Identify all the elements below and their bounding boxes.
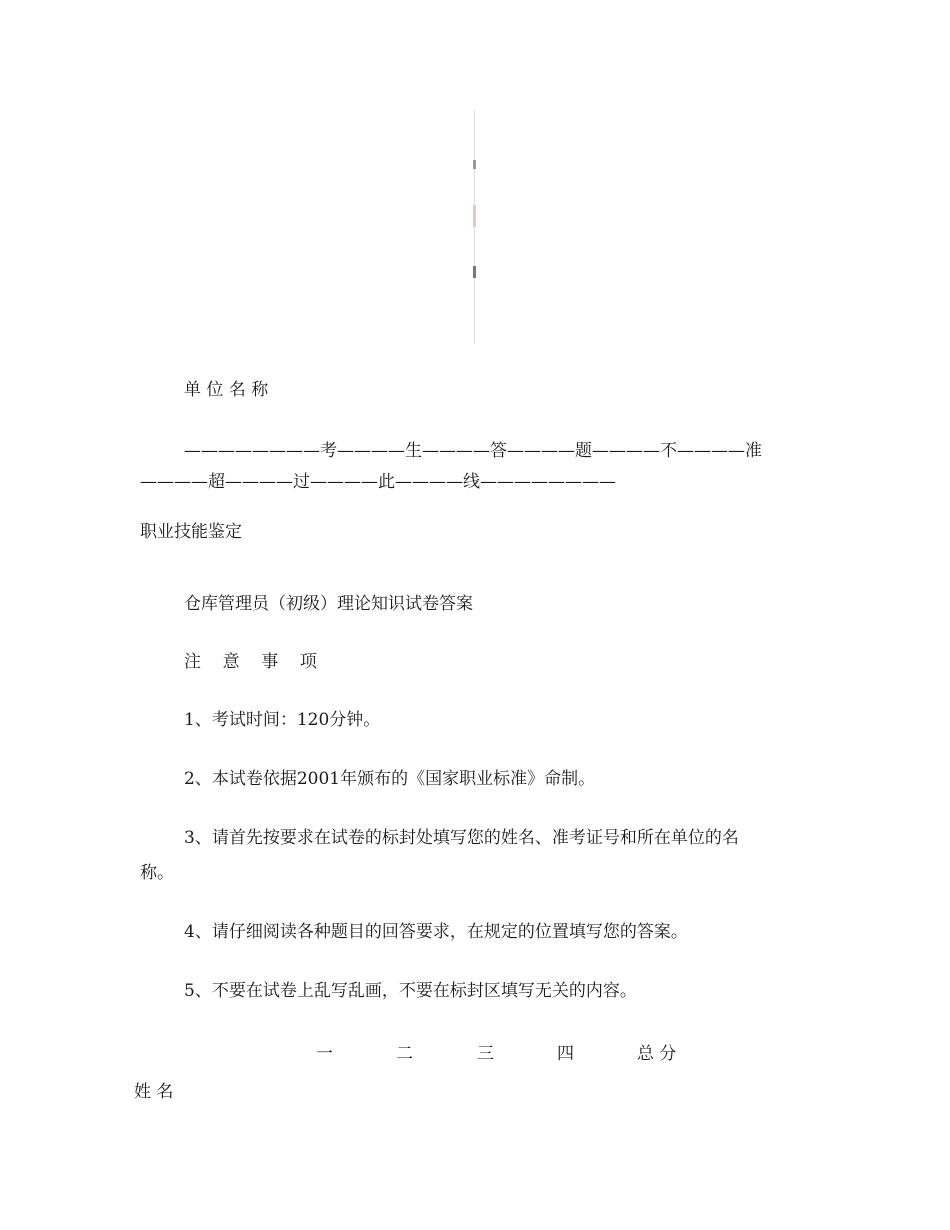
notice-heading: 注 意 事 项 (184, 652, 317, 672)
binding-mark (473, 266, 476, 278)
appraisal-label: 职业技能鉴定 (140, 522, 242, 542)
score-header-1: 一 (316, 1044, 333, 1064)
notice-item: 1、考试时间：120分钟。 (184, 710, 381, 730)
unit-name-label: 单 位 名 称 (184, 380, 269, 400)
binding-line (474, 110, 477, 344)
score-header-3: 三 (477, 1044, 494, 1064)
name-label: 姓 名 (134, 1082, 174, 1102)
score-header-total: 总 分 (637, 1044, 677, 1064)
binding-mark (473, 160, 476, 169)
binding-mark (473, 205, 476, 227)
notice-item-continued: 称。 (140, 863, 174, 883)
notice-item: 4、请仔细阅读各种题目的回答要求，在规定的位置填写您的答案。 (184, 922, 688, 942)
notice-item: 3、请首先按要求在试卷的标封处填写您的姓名、准考证号和所在单位的名 (184, 828, 739, 848)
seal-warning-line: ————————考————生————答————题————不————准————超————过————此————线———————— (140, 441, 762, 492)
notice-item: 2、本试卷依据2001年颁布的《国家职业标准》命制。 (184, 769, 596, 789)
notice-item: 5、不要在试卷上乱写乱画，不要在标封区填写无关的内容。 (184, 981, 637, 1001)
score-header-4: 四 (557, 1044, 574, 1064)
score-header-2: 二 (396, 1044, 413, 1064)
exam-title: 仓库管理员（初级）理论知识试卷答案 (184, 594, 473, 614)
